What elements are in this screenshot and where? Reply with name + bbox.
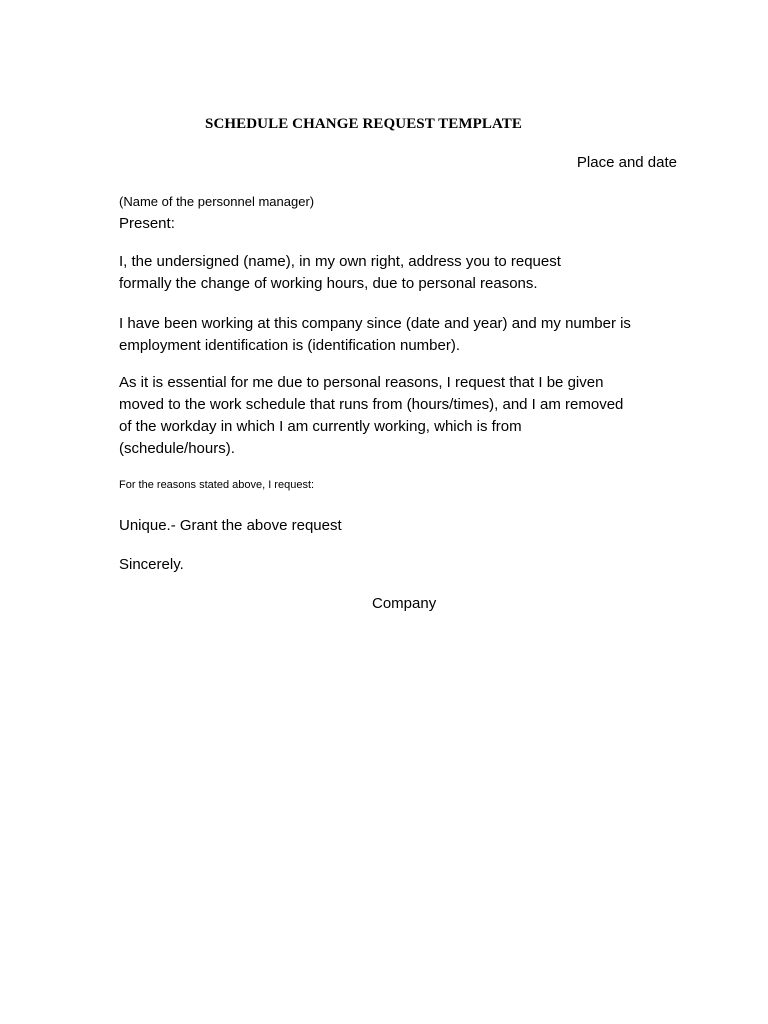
text-line: I, the undersigned (name), in my own right, address you to request: [119, 253, 561, 270]
document-title: SCHEDULE CHANGE REQUEST TEMPLATE: [205, 116, 523, 132]
text-line: I have been working at this company since (date and year) and my number is: [119, 315, 631, 332]
signature-company: Company: [372, 595, 437, 612]
text-line: moved to the work schedule that runs from (hours/times), and I am removed: [119, 396, 624, 413]
place-and-date: Place and date: [576, 154, 677, 171]
paragraph-schedule: [119, 372, 623, 460]
request-item: Unique.- Grant the above request: [119, 517, 342, 534]
text-line: (schedule/hours).: [119, 440, 235, 457]
paragraph-request: [119, 251, 561, 295]
text-line: of the workday in which I am currently working, which is from: [119, 418, 522, 435]
text-line: formally the change of working hours, due to personal reasons.: [119, 275, 538, 292]
salutation: Present:: [119, 215, 175, 232]
closing: Sincerely.: [119, 556, 184, 573]
paragraph-employment: [119, 313, 631, 357]
reasons-statement: For the reasons stated above, I request:: [119, 479, 315, 491]
text-line: As it is essential for me due to personal reasons, I request that I be given: [119, 374, 604, 391]
recipient-name: (Name of the personnel manager): [119, 194, 315, 209]
text-line: employment identification is (identification number).: [119, 337, 460, 354]
